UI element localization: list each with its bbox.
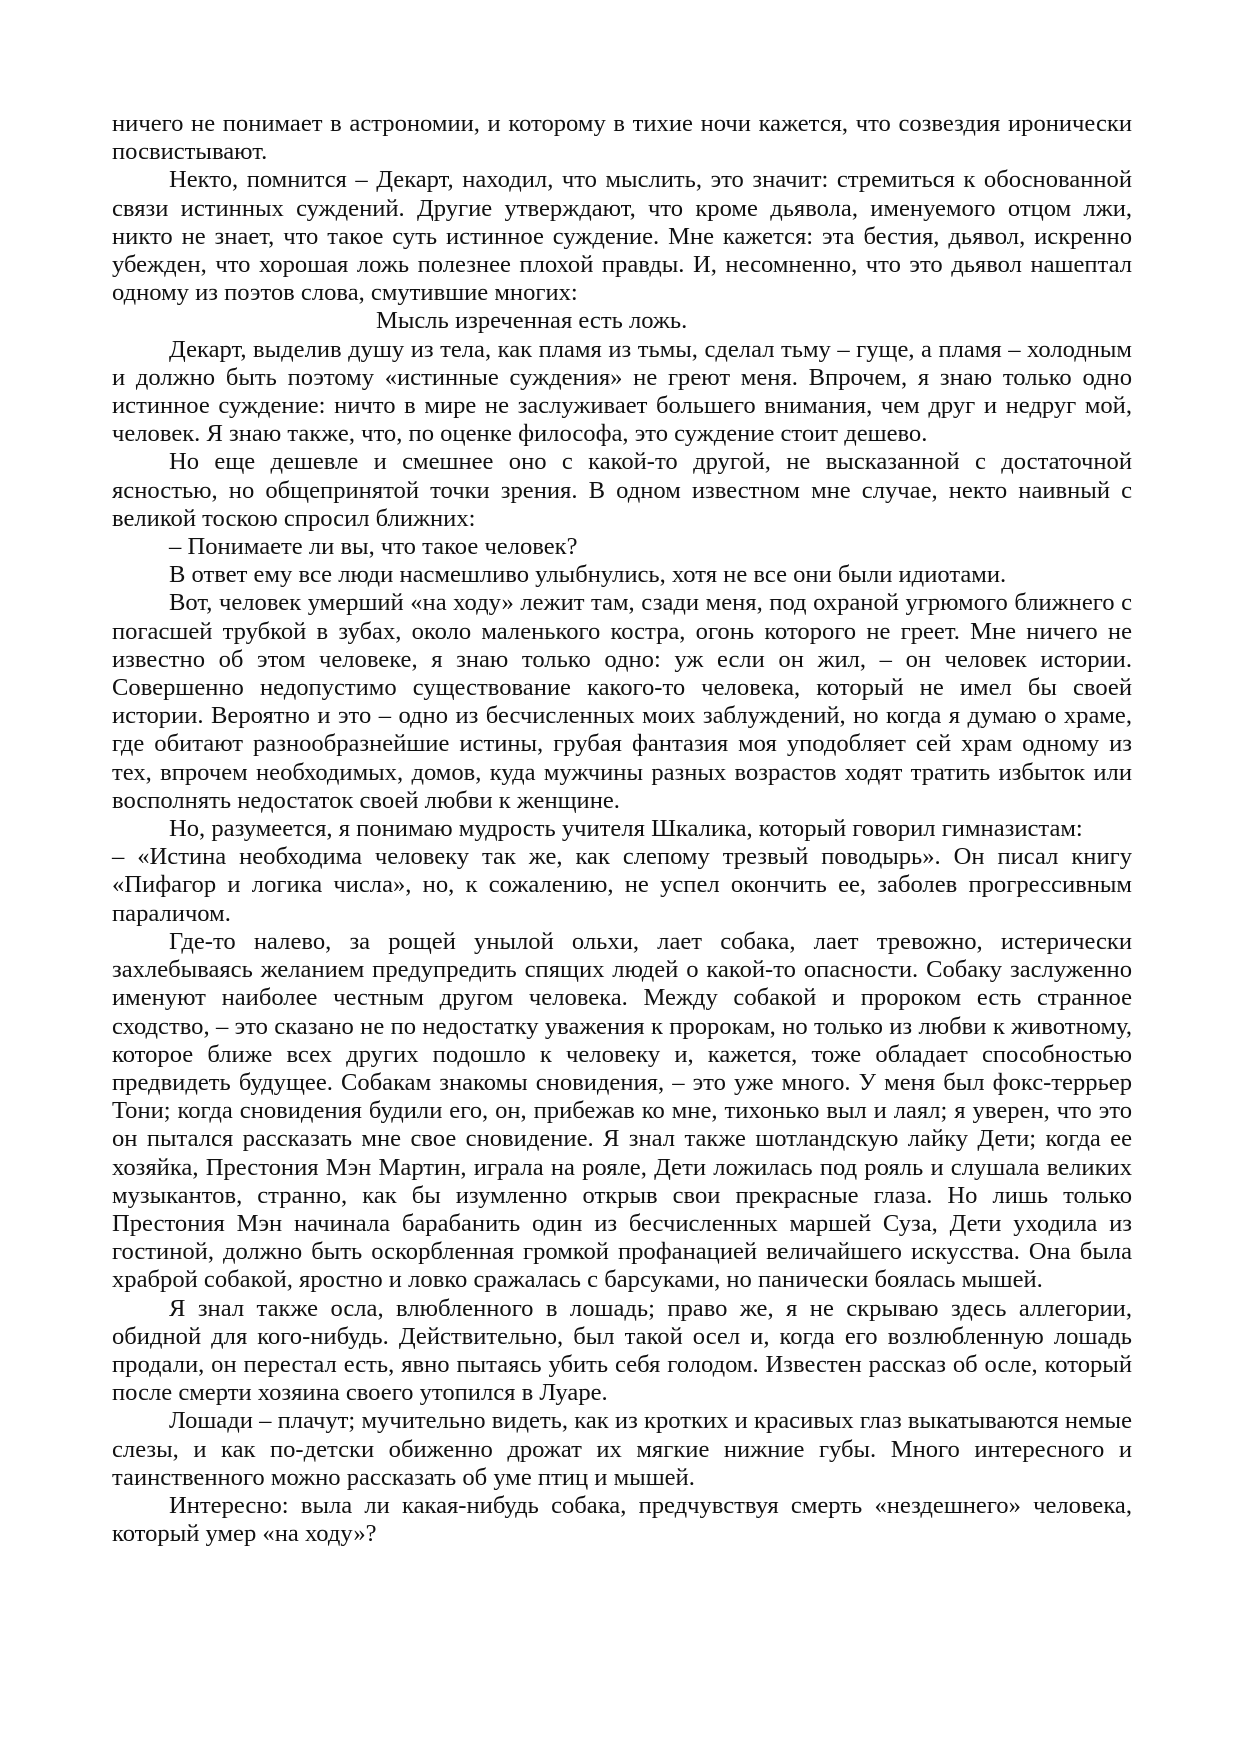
paragraph: Интересно: выла ли какая-нибудь собака, предчувствуя смерть «нездешнего» человека, который умер «на ходу»?	[112, 1491, 1132, 1548]
document-page	[112, 110, 1132, 1548]
paragraph: Некто, помнится – Декарт, находил, что мыслить, это значит: стремиться к обоснованной связи истинных суждений. Другие утверждают, что кроме дьявола, именуемого отцом лжи, никто не знает, что такое суть истинное суждение. Мне кажется: эта бестия, дьявол, искренно убежден, что хорошая ложь полезнее плохой правды. И, несомненно, что это дьявол нашептал одному из поэтов слова, смутившие многих:	[112, 166, 1132, 307]
paragraph: Я знал также осла, влюбленного в лошадь; право же, я не скрываю здесь аллегории, обидной для кого-нибудь. Действительно, был такой осел и, когда его возлюбленную лошадь продали, он перестал есть, явно пытаясь убить себя голодом. Известен рассказ об осле, который после смерти хозяина своего утопился в Луаре.	[112, 1294, 1132, 1407]
quote-paragraph: – «Истина необходима человеку так же, как слепому трезвый поводырь». Он писал книгу «Пифагор и логика числа», но, к сожалению, не успел окончить ее, заболев прогрессивным параличом.	[112, 843, 1132, 927]
paragraph: Вот, человек умерший «на ходу» лежит там, сзади меня, под охраной угрюмого ближнего с погасшей трубкой в зубах, около маленького костра, огонь которого не греет. Мне ничего не известно об этом человеке, я знаю только одно: уж если он жил, – он человек истории. Совершенно недопустимо существование какого-то человека, который не имел бы своей истории. Вероятно и это – одно из бесчисленных моих заблуждений, но когда я думаю о храме, где обитают разнообразнейшие истины, грубая фантазия моя уподобляет сей храм одному из тех, впрочем необходимых, домов, куда мужчины разных возрастов ходят тратить избыток или восполнять недостаток своей любви к женщине.	[112, 589, 1132, 814]
paragraph: Но еще дешевле и смешнее оно с какой-то другой, не высказанной с достаточной ясностью, но общепринятой точки зрения. В одном известном мне случае, некто наивный с великой тоскою спросил ближних:	[112, 448, 1132, 532]
paragraph: Где-то налево, за рощей унылой ольхи, лает собака, лает тревожно, истерически захлебываясь желанием предупредить спящих людей о какой-то опасности. Собаку заслуженно именуют наиболее честным другом человека. Между собакой и пророком есть странное сходство, – это сказано не по недостатку уважения к пророкам, но только из любви к животному, которое ближе всех других подошло к человеку и, кажется, тоже обладает способностью предвидеть будущее. Собакам знакомы сновидения, – это уже много. У меня был фокс-террьер Тони; когда сновидения будили его, он, прибежав ко мне, тихонько выл и лаял; я уверен, что это он пытался рассказать мне свое сновидение. Я знал также шотландскую лайку Дети; когда ее хозяйка, Престония Мэн Мартин, играла на рояле, Дети ложилась под рояль и слушала великих музыкантов, странно, как бы изумленно открыв свои прекрасные глаза. Но лишь только Престония Мэн начинала барабанить один из бесчисленных маршей Суза, Дети уходила из гостиной, должно быть оскорбленная громкой профанацией величайшего искусства. Она была храброй собакой, яростно и ловко сражалась с барсуками, но панически боялась мышей.	[112, 927, 1132, 1294]
dialogue-line: – Понимаете ли вы, что такое человек?	[169, 533, 578, 561]
paragraph: В ответ ему все люди насмешливо улыбнулись, хотя не все они были идиотами.	[169, 561, 1007, 589]
paragraph: ничего не понимает в астрономии, и которому в тихие ночи кажется, что созвездия иронически посвистывают.	[112, 110, 1132, 166]
epigraph-quote: Мысль изреченная есть ложь.	[376, 307, 688, 335]
paragraph: Лошади – плачут; мучительно видеть, как из кротких и красивых глаз выкатываются немые слезы, и как по-детски обиженно дрожат их мягкие нижние губы. Много интересного и таинственного можно рассказать об уме птиц и мышей.	[112, 1407, 1132, 1491]
paragraph: Декарт, выделив душу из тела, как пламя из тьмы, сделал тьму – гуще, а пламя – холодным и должно быть поэтому «истинные суждения» не греют меня. Впрочем, я знаю только одно истинное суждение: ничто в мире не заслуживает большего внимания, чем друг и недруг мой, человек. Я знаю также, что, по оценке философа, это суждение стоит дешево.	[112, 335, 1132, 448]
paragraph: Но, разумеется, я понимаю мудрость учителя Шкалика, который говорил гимназистам:	[169, 815, 1083, 843]
